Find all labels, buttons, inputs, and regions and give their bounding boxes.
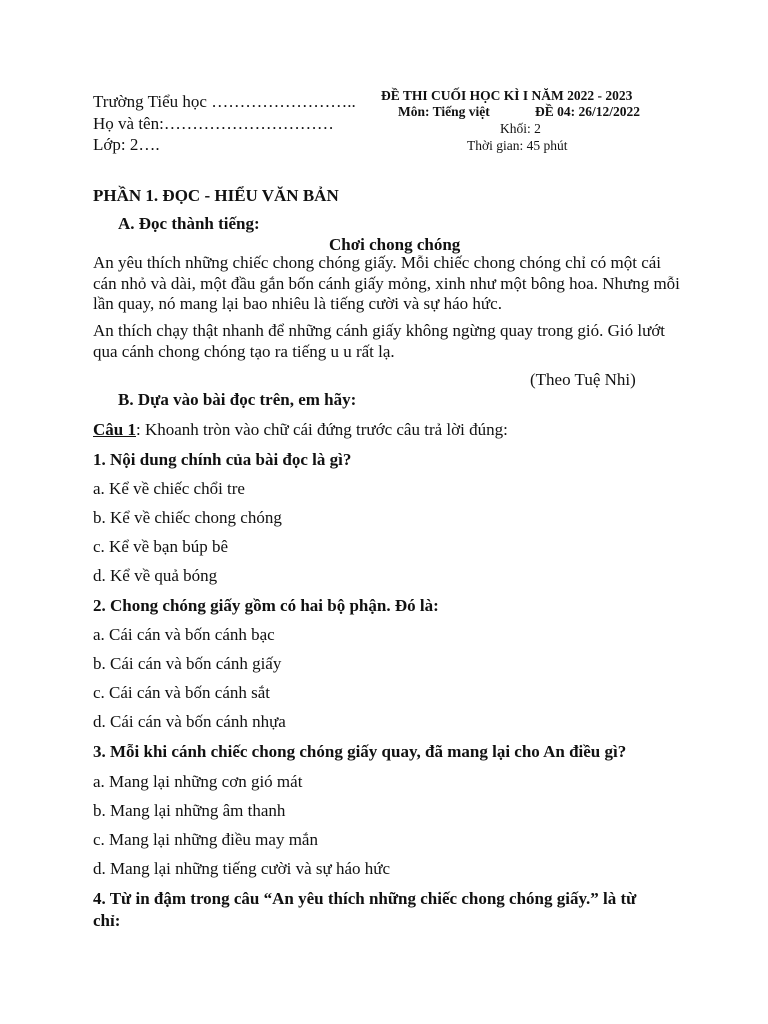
question1-instruction — [93, 420, 508, 440]
part1-title: PHẦN 1. ĐỌC - HIỂU VĂN BẢN — [93, 186, 339, 205]
exam-code: ĐỀ 04: 26/12/2022 — [535, 104, 641, 119]
answer-option[interactable]: c. Mang lại những điều may mắn — [93, 830, 318, 849]
question-heading: 1. Nội dung chính của bài đọc là gì? — [93, 450, 352, 469]
question-heading: 2. Chong chóng giấy gồm có hai bộ phận. Đó là: — [93, 596, 439, 615]
reading-paragraph-2: An thích chạy thật nhanh để những cánh giấy không ngừng quay trong gió. Gió lướt qua cánh chong chóng tạo ra tiếng u u rất lạ. — [93, 321, 666, 361]
answer-option[interactable]: b. Cái cán và bốn cánh giấy — [93, 654, 282, 673]
question4-heading-line2: chỉ: — [93, 911, 121, 930]
answer-option[interactable]: d. Mang lại những tiếng cười và sự háo hức — [93, 859, 391, 878]
answer-option[interactable]: a. Kể về chiếc chổi tre — [93, 479, 245, 498]
section-a-heading: A. Đọc thành tiếng: — [118, 214, 260, 233]
subject-label: Môn: Tiếng việt — [398, 104, 490, 119]
reading-source: (Theo Tuệ Nhi) — [530, 370, 636, 389]
section-b-heading: B. Dựa vào bài đọc trên, em hãy: — [118, 390, 357, 409]
answer-option[interactable]: b. Mang lại những âm thanh — [93, 801, 286, 820]
exam-title: ĐỀ THI CUỐI HỌC KÌ I NĂM 2022 - 2023 — [381, 88, 633, 103]
answer-option[interactable]: a. Mang lại những cơn gió mát — [93, 772, 303, 791]
answer-option[interactable]: c. Cái cán và bốn cánh sắt — [93, 683, 271, 702]
answer-option[interactable]: a. Cái cán và bốn cánh bạc — [93, 625, 275, 644]
answer-option[interactable]: d. Cái cán và bốn cánh nhựa — [93, 712, 286, 731]
answer-option[interactable]: b. Kể về chiếc chong chóng — [93, 508, 282, 527]
student-name-line: Họ và tên:………………………… — [93, 114, 334, 133]
answer-option[interactable]: c. Kể về bạn búp bê — [93, 537, 229, 556]
question-heading: 3. Mỗi khi cánh chiếc chong chóng giấy quay, đã mang lại cho An điều gì? — [93, 742, 627, 761]
duration-label: Thời gian: 45 phút — [467, 138, 568, 153]
answer-option[interactable]: d. Kể về quả bóng — [93, 566, 218, 585]
question1-instruction-text: : Khoanh tròn vào chữ cái đứng trước câu trả lời đúng: — [135, 420, 508, 439]
school-line: Trường Tiểu học …………………….. — [93, 92, 356, 111]
reading-paragraph-1: An yêu thích những chiếc chong chóng giấy. Mỗi chiếc chong chóng chỉ có một cái cán nhỏ và dài, một đầu gắn bốn cánh giấy mỏng, xinh như một bông hoa. Nhưng mỗi lần quay, nó mang lại bao nhiêu là tiếng cười và sự háo hức. — [93, 253, 680, 313]
question4-heading-line1: 4. Từ in đậm trong câu “An yêu thích những chiếc chong chóng giấy.” là từ — [93, 889, 637, 908]
grade-label: Khối: 2 — [500, 121, 541, 136]
reading-title: Chơi chong chóng — [329, 235, 461, 254]
class-line: Lớp: 2…. — [93, 135, 160, 154]
question1-label: Câu 1 — [93, 420, 136, 439]
